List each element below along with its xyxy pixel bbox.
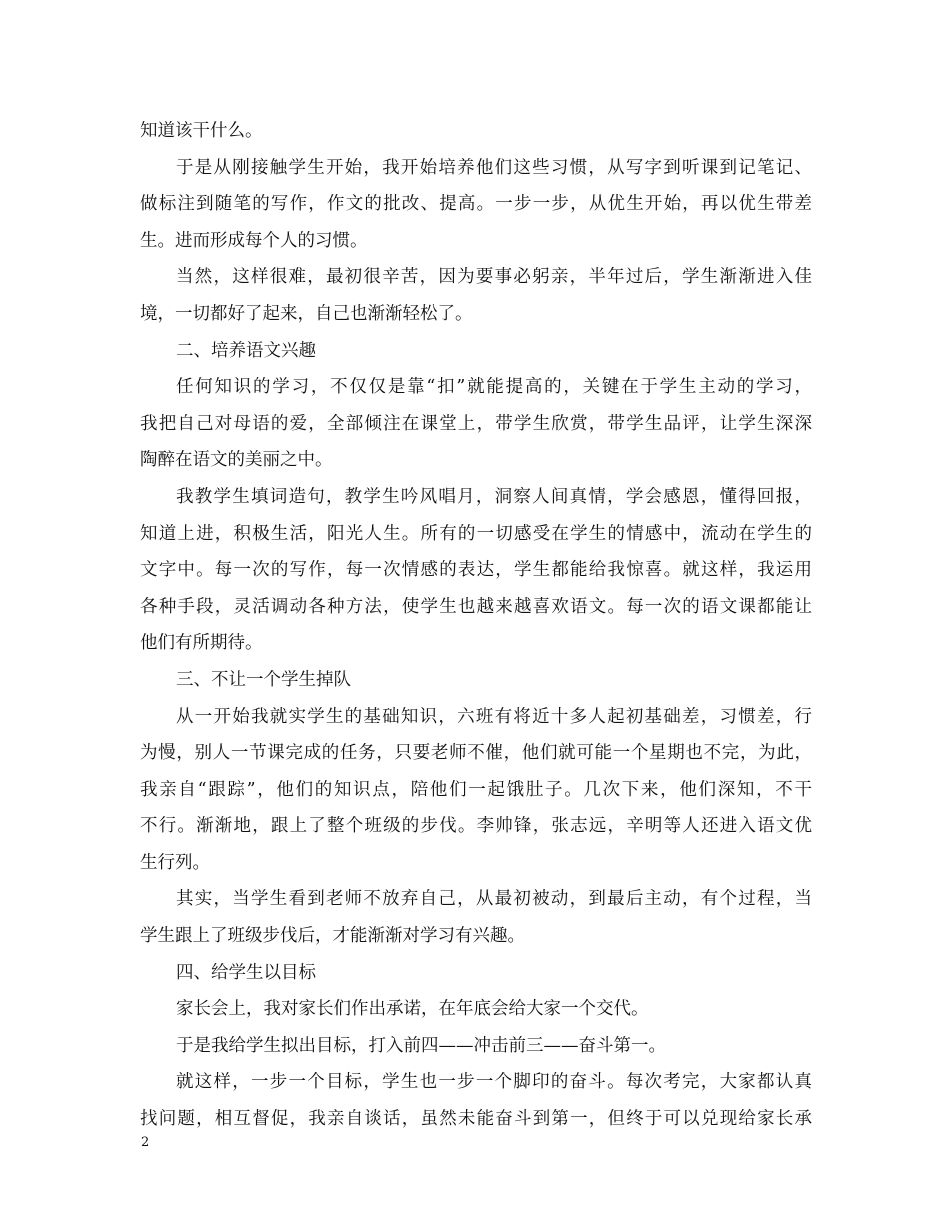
body-text xyxy=(140,113,812,1138)
text-line: 当然，这样很难，最初很辛苦，因为要事必躬亲，半年过后，学生渐渐进入佳 xyxy=(176,267,812,288)
text-line: 各种手段，灵活调动各种方法，使学生也越来越喜欢语文。每一次的语文课都能让 xyxy=(140,596,812,617)
text-line: 四、给学生以目标 xyxy=(176,962,316,983)
text-line: 找问题，相互督促，我亲自谈话，虽然未能奋斗到第一，但终于可以兑现给家长承 xyxy=(140,1109,812,1130)
text-line: 陶醉在语文的美丽之中。 xyxy=(140,450,333,471)
text-line: 生。进而形成每个人的习惯。 xyxy=(140,230,368,251)
text-line: 为慢，别人一节课完成的任务，只要老师不催，他们就可能一个星期也不完，为此， xyxy=(140,743,812,764)
text-line: 于是我给学生拟出目标，打入前四——冲击前三——奋斗第一。 xyxy=(176,1035,666,1056)
text-line: 他们有所期待。 xyxy=(140,633,263,654)
text-line: 不行。渐渐地，跟上了整个班级的步伐。李帅锋，张志远，辛明等人还进入语文优 xyxy=(140,816,812,837)
text-line: 做标注到随笔的写作，作文的批改、提高。一步一步，从优生开始，再以优生带差 xyxy=(140,194,812,215)
text-line: 学生跟上了班级步伐后，才能渐渐对学习有兴趣。 xyxy=(140,926,525,947)
text-line: 我教学生填词造句，教学生吟风唱月，洞察人间真情，学会感恩，懂得回报， xyxy=(176,486,812,507)
text-line: 其实，当学生看到老师不放弃自己，从最初被动，到最后主动，有个过程，当 xyxy=(176,889,812,910)
text-line: 就这样，一步一个目标，学生也一步一个脚印的奋斗。每次考完，大家都认真 xyxy=(176,1072,812,1093)
text-line: 二、培养语文兴趣 xyxy=(176,340,316,361)
text-line: 于是从刚接触学生开始，我开始培养他们这些习惯，从写字到听课到记笔记、 xyxy=(176,157,812,178)
text-line: 我把自己对母语的爱，全部倾注在课堂上，带学生欣赏，带学生品评，让学生深深 xyxy=(140,413,812,434)
page-number: 2 xyxy=(141,1135,150,1150)
text-line: 我亲自“跟踪”，他们的知识点，陪他们一起饿肚子。几次下来，他们深知，不干 xyxy=(140,779,812,800)
text-line: 知道上进，积极生活，阳光人生。所有的一切感受在学生的情感中，流动在学生的 xyxy=(140,523,812,544)
text-line: 境，一切都好了起来，自己也渐渐轻松了。 xyxy=(140,303,473,324)
text-line: 文字中。每一次的写作，每一次情感的表达，学生都能给我惊喜。就这样，我运用 xyxy=(140,560,812,581)
text-line: 家长会上，我对家长们作出承诺，在年底会给大家一个交代。 xyxy=(176,999,649,1020)
text-line: 三、不让一个学生掉队 xyxy=(176,669,351,690)
text-line: 知道该干什么。 xyxy=(140,121,263,141)
text-line: 任何知识的学习，不仅仅是靠“扣”就能提高的，关键在于学生主动的学习， xyxy=(176,377,812,398)
text-line: 生行列。 xyxy=(140,852,210,873)
text-line: 从一开始我就实学生的基础知识，六班有将近十多人起初基础差，习惯差，行 xyxy=(176,706,812,727)
